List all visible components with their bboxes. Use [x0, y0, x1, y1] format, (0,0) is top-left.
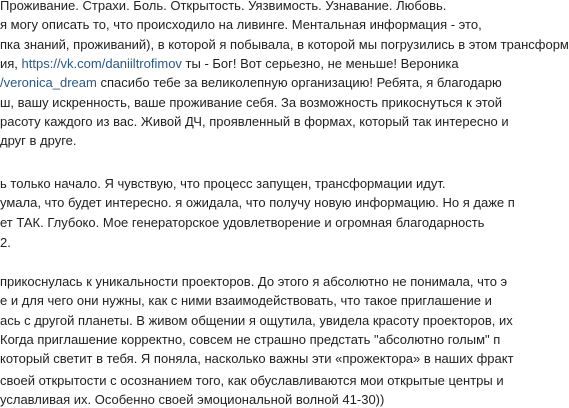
text-line-p2-2: ет ТАК. Глубоко. Мое генераторское удовлетворение и огромная благодарность: [0, 214, 485, 230]
text-segment: спасибо тебе за великолепную организацию! Ребята, я благодарю: [96, 75, 502, 91]
text-line-section: 2.: [0, 235, 11, 250]
profile-link[interactable]: https://vk.com/daniiltrofimov: [21, 55, 182, 71]
text-line-p1-5: ш, вашу искренность, ваше проживание себя. За возможность прикоснуться к этой: [0, 94, 503, 110]
text-line-p3-3: Когда приглашение корректно, совсем не страшно предстать "абсолютно голым" п: [0, 331, 501, 347]
text-line-p1-2: пка знаний, проживаний), в которой я побывала, в которой мы погрузились в этом трансформ: [0, 36, 569, 52]
text-line-p3-1: е и для чего они нужны, как с ними взаимодействовать, что такое приглашение и: [0, 293, 492, 309]
text-line-p3-4: который светит в тебя. Я поняла, насколько важны эти «прожектора» в наших фракт: [0, 351, 514, 367]
text-line-p2-1: умала, что будет интересно. я ожидала, что получу новую информацию. Но я даже п: [0, 195, 515, 211]
text-line-p3-2: ась с другой планеты. В живом общении я ощутила, увидела красоту проекторов, их: [0, 312, 513, 328]
text-line-p4-1: уславливая их. Особенно своей эмоциональной волной 41-30)): [0, 392, 385, 408]
text-line-p1-0: Проживание. Страхи. Боль. Открытость. Уязвимость. Узнавание. Любовь.: [0, 0, 447, 13]
text-line-p1-7: друг в друге.: [0, 133, 77, 149]
text-segment: ты - Бог! Вот серьезно, не меньше! Вероника: [181, 55, 459, 71]
text-line-p3-0: прикоснулась к уникальности проекторов. До этого я абсолютно не понимала, что э: [0, 274, 508, 289]
text-line-p4-0: своей открытости с осознанием того, как обуславливаются мои открытые центры и: [0, 373, 504, 388]
text-line-p1-6: расоту каждого из вас. Живой ДЧ, проявленный в формах, который так интересно и: [0, 113, 509, 129]
profile-link[interactable]: /veronica_dream: [0, 75, 97, 91]
text-line-p2-0: ь только начало. Я чувствую, что процесс запущен, трансформации идут.: [0, 176, 446, 191]
text-segment: ия,: [0, 55, 22, 71]
text-line-p1-4: [0, 75, 502, 91]
text-line-p1-1: я могу описать то, что происходило на ливинге. Ментальная информация - это,: [0, 17, 482, 33]
text-line-p1-3: [0, 56, 459, 72]
